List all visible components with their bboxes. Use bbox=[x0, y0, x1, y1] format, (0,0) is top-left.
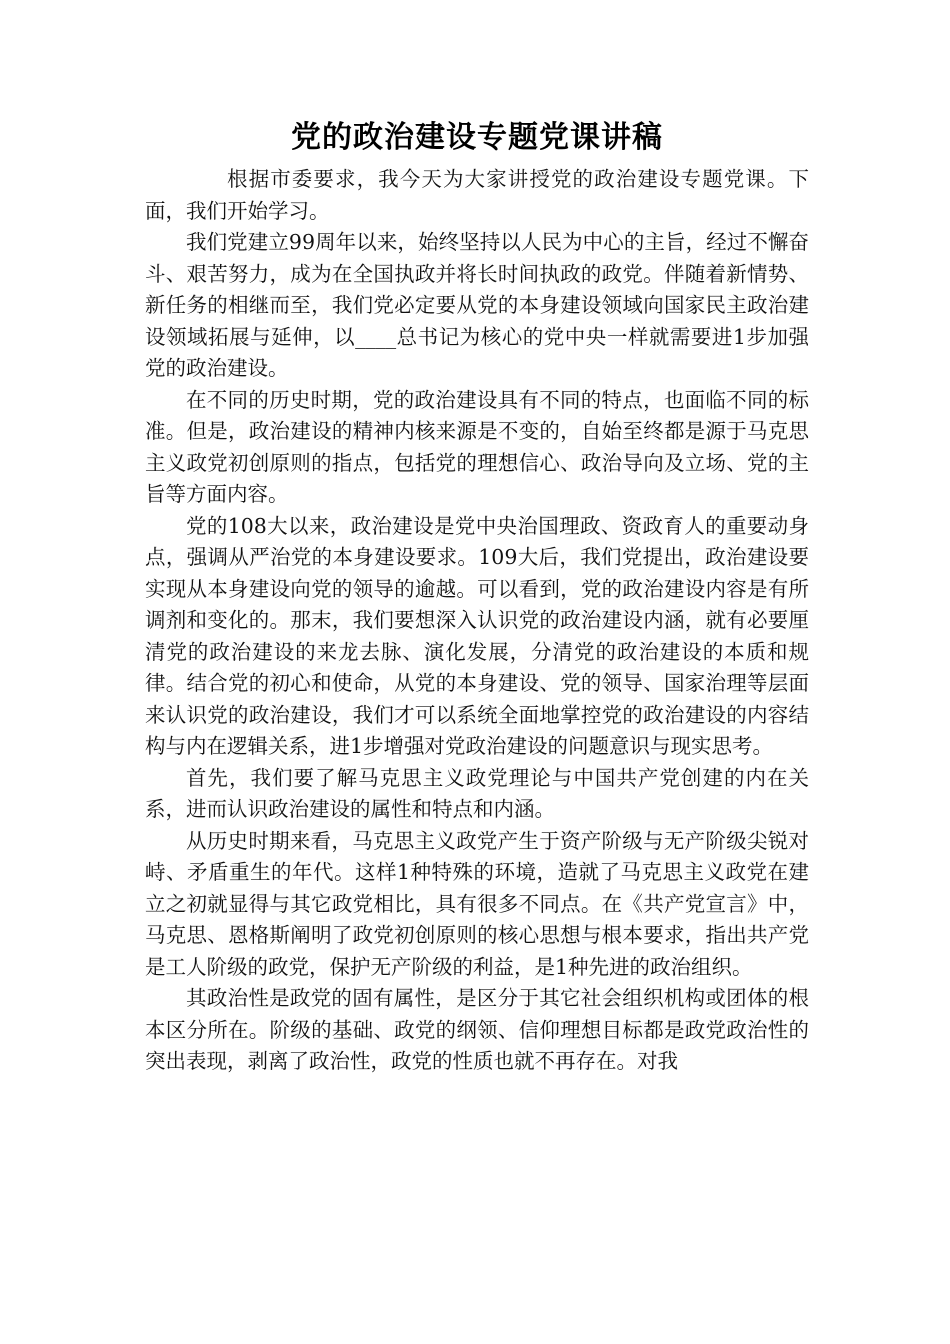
paragraph: 党的108大以来，政治建设是党中央治国理政、资政育人的重要动身点，强调从严治党的本身建设要求。109大后，我们党提出，政治建设要实现从本身建设向党的领导的逾越。可以看到，党的政治建设内容是有所调剂和变化的。那末，我们要想深入认识党的政治建设内涵，就有必要厘清党的政治建设的来龙去脉、演化发展，分清党的政治建设的本质和规律。结合党的初心和使命，从党的本身建设、党的领导、国家治理等层面来认识党的政治建设，我们才可以系统全面地掌控党的政治建设的内容结构与内在逻辑关系，进1步增强对党政治建设的问题意识与现实思考。 bbox=[145, 513, 809, 758]
document-title: 党的政治建设专题党课讲稿 bbox=[291, 120, 663, 155]
paragraph: 首先，我们要了解马克思主义政党理论与中国共产党创建的内在关系，进而认识政治建设的属性和特点和内涵。 bbox=[145, 765, 809, 821]
paragraph: 其政治性是政党的固有属性，是区分于其它社会组织机构或团体的根本区分所在。阶级的基础、政党的纲领、信仰理想目标都是政党政治性的突出表现，剥离了政治性，政党的性质也就不再存在。对我 bbox=[145, 986, 809, 1073]
document-body bbox=[145, 116, 809, 1078]
paragraph: 我们党建立99周年以来，始终坚持以人民为中心的主旨，经过不懈奋斗、艰苦努力，成为在全国执政并将长时间执政的政党。伴随着新情势、新任务的相继而至，我们党必定要从党的本身建设领域向国家民主政治建设领域拓展与延伸，以____总书记为核心的党中央一样就需要进1步加强党的政治建设。 bbox=[145, 230, 809, 380]
paragraph-intro: 根据市委要求，我今天为大家讲授党的政治建设专题党课。下面，我们开始学习。 bbox=[145, 167, 809, 223]
paragraph: 从历史时期来看，马克思主义政党产生于资产阶级与无产阶级尖锐对峙、矛盾重生的年代。这样1种特殊的环境，造就了马克思主义政党在建立之初就显得与其它政党相比，具有很多不同点。在《共产党宣言》中，马克思、恩格斯阐明了政党初创原则的核心思想与根本要求，指出共产党是工人阶级的政党，保护无产阶级的利益，是1种先进的政治组织。 bbox=[145, 828, 809, 979]
paragraph: 在不同的历史时期，党的政治建设具有不同的特点，也面临不同的标准。但是，政治建设的精神内核来源是不变的，自始至终都是源于马克思主义政党初创原则的指点，包括党的理想信心、政治导向及立场、党的主旨等方面内容。 bbox=[145, 387, 809, 506]
